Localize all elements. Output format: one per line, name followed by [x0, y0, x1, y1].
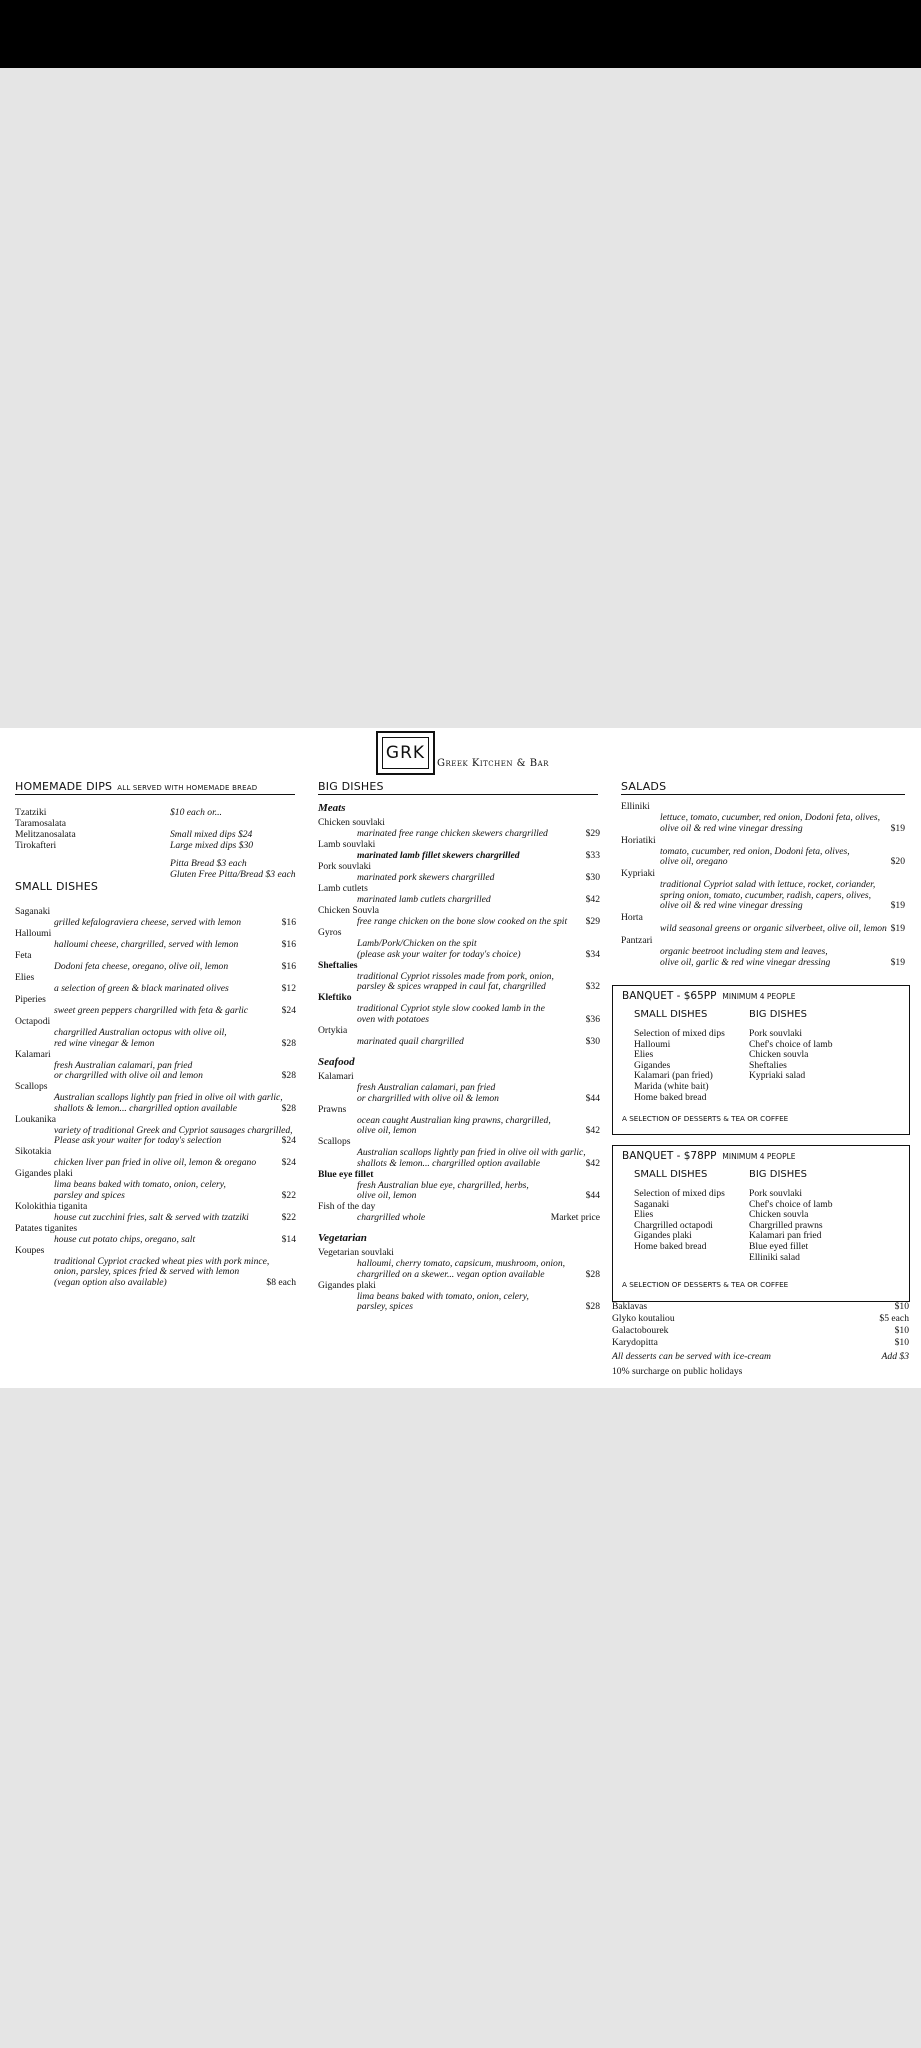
banquet-78-box — [612, 1145, 910, 1302]
dish-description: (please ask your waiter for today's choice) — [357, 948, 521, 960]
dish-description: wild seasonal greens or organic silverbeet, olive oil, lemon — [660, 923, 887, 934]
dish-name: Scallops — [15, 1081, 48, 1092]
dish-description: marinated lamb cutlets chargrilled — [357, 894, 491, 905]
dish-price: $30 — [585, 1035, 600, 1047]
dish-name: Sikotakia — [15, 1146, 52, 1157]
banquet-item: Pork souvlaki — [749, 1188, 803, 1199]
banquet-78-price: BANQUET - $78PP — [622, 1150, 717, 1162]
dish-price: $42 — [585, 894, 600, 905]
dish-description: variety of traditional Greek and Cypriot sausages chargrilled, — [54, 1124, 293, 1136]
dessert-name: Glyko koutaliou — [612, 1313, 675, 1324]
meats-heading: Meats — [318, 802, 346, 814]
dish-description: tomato, cucumber, red onion, Dodoni feta, olives, — [660, 845, 850, 857]
salads-rule — [621, 794, 905, 795]
dish-description: parsley & spices wrapped in caul fat, chargrilled — [357, 981, 546, 992]
dish-description: (vegan option also available) — [54, 1276, 167, 1288]
dish-description: onion, parsley, spices fried & served with lemon — [54, 1266, 240, 1277]
dish-name: Patates tiganites — [15, 1222, 78, 1234]
dish-name: Kypriaki — [621, 868, 656, 879]
dish-description: traditional Cypriot style slow cooked lamb in the — [357, 1003, 545, 1014]
dish-description: marinated pork skewers chargrilled — [357, 872, 495, 883]
icecream-price: Add $3 — [881, 1351, 909, 1362]
banquet-item: Saganaki — [634, 1198, 670, 1210]
dish-description: traditional Cypriot cracked wheat pies with pork mince, — [54, 1255, 270, 1267]
banquet-item: Selection of mixed dips — [634, 1028, 725, 1039]
dish-price: $19 — [890, 822, 905, 834]
dish-description: sweet green peppers chargrilled with feta & garlic — [54, 1005, 249, 1016]
dish-name: Horta — [621, 912, 643, 923]
dish-description: Australian scallops lightly pan fried in olive oil with garlic, — [54, 1092, 283, 1103]
dish-name: Pantzari — [621, 935, 653, 946]
dessert-name: Baklavas — [612, 1301, 648, 1312]
dish-description: traditional Cypriot salad with lettuce, rocket, coriander, — [660, 879, 876, 890]
dish-price: $29 — [585, 916, 600, 927]
dish-description: red wine vinegar & lemon — [54, 1037, 155, 1049]
banquet-65-footer: A SELECTION OF DESSERTS & TEA OR COFFEE — [622, 1114, 789, 1123]
dish-name: Halloumi — [15, 928, 52, 939]
dish-description: house cut potato chips, oregano, salt — [54, 1233, 196, 1245]
banquet-item: Chicken souvla — [749, 1049, 809, 1061]
dish-price: $32 — [585, 981, 600, 992]
dish-name: Gyros — [318, 927, 342, 938]
dip-item: Tirokafteri — [15, 840, 57, 851]
dish-price: $22 — [281, 1211, 296, 1223]
dish-name: Prawns — [318, 1103, 347, 1115]
dish-name: Elliniki — [621, 801, 650, 812]
dish-description: chicken liver pan fried in olive oil, lemon & oregano — [54, 1157, 257, 1168]
banquet-78-small-list — [634, 1189, 725, 1253]
dish-price: Market price — [550, 1212, 600, 1223]
dish-description: or chargrilled with olive oil & lemon — [357, 1092, 499, 1104]
banquet-item: Kypriaki salad — [749, 1070, 806, 1082]
dish-description: shallots & lemon... chargrilled option available — [54, 1102, 237, 1114]
banquet-item: Home baked bread — [634, 1240, 707, 1252]
banquet-item: Selection of mixed dips — [634, 1188, 725, 1199]
dish-name: Pork souvlaki — [318, 861, 372, 872]
dish-price: $34 — [585, 948, 600, 960]
dessert-price: $10 — [894, 1337, 909, 1348]
dish-price: $28 — [281, 1037, 296, 1049]
dish-price: $42 — [585, 1125, 600, 1136]
dish-description: parsley and spices — [54, 1189, 125, 1201]
dish-description: marinated lamb fillet skewers chargrilled — [357, 850, 520, 861]
banquet-item: Home baked bread — [634, 1091, 707, 1103]
dish-name: Loukanika — [15, 1113, 57, 1125]
dish-price: $16 — [281, 917, 296, 928]
dish-name: Kleftiko — [318, 992, 352, 1003]
dish-price: $42 — [585, 1157, 600, 1169]
dish-price: $28 — [281, 1102, 296, 1114]
dish-name: Kalamari — [15, 1048, 51, 1060]
dish-description: shallots & lemon... chargrilled option available — [357, 1157, 540, 1169]
banquet-65-box — [612, 985, 910, 1135]
dish-description: olive oil, oregano — [660, 856, 728, 867]
banquet-65-big-title: BIG DISHES — [749, 1009, 807, 1020]
menu-sheet — [0, 728, 921, 1388]
big-dishes-rule — [318, 794, 598, 795]
dish-name: Piperies — [15, 994, 46, 1005]
banquet-item: Chargrilled octapodi — [634, 1219, 713, 1231]
banquet-item: Sheftalies — [749, 1059, 787, 1071]
dish-name: Elies — [15, 972, 35, 983]
banquet-65-title — [622, 990, 796, 1002]
dish-name: Chicken Souvla — [318, 905, 380, 916]
dish-name: Saganaki — [15, 906, 51, 917]
banquet-65-price: BANQUET - $65PP — [622, 990, 717, 1002]
dish-description: house cut zucchini fries, salt & served with tzatziki — [54, 1211, 249, 1223]
banquet-65-small-list — [634, 1029, 725, 1103]
small-dishes-heading: SMALL DISHES — [15, 880, 99, 893]
dish-price: $8 each — [266, 1276, 296, 1288]
icecream-note: All desserts can be served with ice-cream — [612, 1351, 771, 1362]
banquet-item: Pork souvlaki — [749, 1028, 803, 1039]
dish-description: grilled kefalograviera cheese, served with lemon — [54, 917, 242, 928]
dish-description: halloumi cheese, chargrilled, served with lemon — [54, 939, 239, 950]
logo — [376, 731, 435, 775]
big-dishes-heading: BIG DISHES — [318, 780, 384, 793]
dish-price: $24 — [281, 1157, 296, 1168]
banquet-78-footer: A SELECTION OF DESSERTS & TEA OR COFFEE — [622, 1280, 789, 1289]
dessert-name: Karydopitta — [612, 1337, 658, 1348]
dish-price: $19 — [890, 923, 905, 934]
dish-description: parsley, spices — [357, 1301, 413, 1312]
dips-large-mixed: Large mixed dips $30 — [170, 840, 254, 851]
dish-price: $33 — [585, 850, 600, 861]
dish-description: marinated quail chargrilled — [357, 1035, 464, 1047]
dish-name: Koupes — [15, 1244, 45, 1256]
dish-name: Gigandes plaki — [318, 1279, 376, 1291]
dish-price: $36 — [585, 1013, 600, 1025]
dessert-price: $5 each — [879, 1313, 909, 1324]
dish-name: Kalamari — [318, 1071, 354, 1082]
dish-name: Feta — [15, 950, 32, 961]
dish-description: halloumi, cherry tomato, capsicum, mushroom, onion, — [357, 1258, 566, 1269]
banquet-65-small-title: SMALL DISHES — [634, 1009, 708, 1020]
banquet-item: Chargrilled prawns — [749, 1219, 823, 1231]
dish-description: Lamb/Pork/Chicken on the spit — [357, 938, 477, 949]
dish-price: $16 — [281, 961, 296, 972]
surcharge-note: 10% surcharge on public holidays — [612, 1366, 743, 1377]
dish-description: ocean caught Australian king prawns, chargrilled, — [357, 1114, 551, 1126]
dip-item: Taramosalata — [15, 818, 66, 829]
dish-price: $16 — [281, 939, 296, 950]
dish-price: $20 — [890, 856, 905, 867]
dish-description: fresh Australian blue eye, chargrilled, herbs, — [357, 1179, 529, 1191]
banquet-78-small-title: SMALL DISHES — [634, 1169, 708, 1180]
dish-price: $19 — [890, 956, 905, 968]
banquet-item: Chef's choice of lamb — [749, 1198, 833, 1210]
banquet-78-title — [622, 1150, 796, 1162]
dessert-price: $10 — [894, 1325, 909, 1336]
dips-title: HOMEMADE DIPS — [15, 780, 113, 793]
dish-price: $24 — [281, 1135, 296, 1146]
banquet-item: Elliniki salad — [749, 1251, 800, 1263]
dip-item: Melitzanosalata — [15, 829, 76, 840]
banquet-item: Elies — [634, 1209, 654, 1221]
dish-description: fresh Australian calamari, pan fried — [54, 1059, 193, 1071]
banquet-65-minimum: MINIMUM 4 PEOPLE — [722, 992, 796, 1001]
dish-price: $29 — [585, 828, 600, 839]
banquet-item: Elies — [634, 1049, 654, 1061]
dish-description: olive oil, garlic & red wine vinegar dressing — [660, 956, 831, 968]
banquet-78-big-list — [749, 1189, 833, 1263]
banquet-item: Chef's choice of lamb — [749, 1038, 833, 1050]
dish-description: a selection of green & black marinated olives — [54, 983, 229, 994]
dish-description: olive oil, lemon — [357, 1125, 417, 1136]
dish-name: Ortykia — [318, 1024, 348, 1036]
dish-price: $14 — [281, 1233, 296, 1245]
dish-description: chargrilled Australian octopus with olive oil, — [54, 1027, 227, 1038]
dish-name: Vegetarian souvlaki — [318, 1247, 394, 1258]
dish-price: $12 — [281, 983, 296, 994]
dish-description: Please ask your waiter for today's selection — [54, 1135, 222, 1146]
dips-small-mixed: Small mixed dips $24 — [170, 829, 253, 840]
dish-name: Fish of the day — [318, 1201, 376, 1212]
dish-description: spring onion, tomato, cucumber, radish, capers, olives, — [660, 889, 872, 901]
dips-pitta: Pitta Bread $3 each — [170, 858, 247, 869]
dish-price: $22 — [281, 1189, 296, 1201]
dish-name: Octapodi — [15, 1016, 51, 1027]
dish-price: $44 — [585, 1190, 600, 1201]
dips-gluten-free: Gluten Free Pitta/Bread $3 each — [170, 869, 296, 880]
dish-description: olive oil, lemon — [357, 1190, 417, 1201]
dish-description: organic beetroot including stem and leaves, — [660, 946, 828, 957]
dips-rule — [15, 794, 295, 795]
dessert-name: Galactobourek — [612, 1325, 669, 1336]
dish-price: $44 — [585, 1092, 600, 1104]
banquet-item: Gigandes — [634, 1059, 671, 1071]
dish-name: Lamb souvlaki — [318, 839, 376, 850]
dish-name: Chicken souvlaki — [318, 817, 385, 828]
dish-name: Blue eye fillet — [318, 1168, 374, 1180]
dish-description: fresh Australian calamari, pan fried — [357, 1082, 496, 1093]
dips-price-note: $10 each or... — [170, 807, 222, 818]
dish-price: $28 — [585, 1301, 600, 1312]
dish-price: $28 — [281, 1070, 296, 1081]
dish-price: $19 — [890, 900, 905, 911]
banquet-item: Marida (white bait) — [634, 1080, 709, 1092]
banquet-65-big-list — [749, 1029, 833, 1082]
banquet-78-big-title: BIG DISHES — [749, 1169, 807, 1180]
dish-name: Kolokithia tiganita — [15, 1200, 88, 1212]
dish-description: marinated free range chicken skewers chargrilled — [357, 828, 548, 839]
banquet-item: Blue eyed fillet — [749, 1240, 809, 1252]
dish-description: Dodoni feta cheese, oregano, olive oil, lemon — [54, 961, 229, 972]
dish-description: oven with potatoes — [357, 1013, 429, 1025]
dish-description: lettuce, tomato, cucumber, red onion, Dodoni feta, olives, — [660, 812, 880, 823]
logo-name: Greek Kitchen & Bar — [437, 758, 549, 769]
dish-description: free range chicken on the bone slow cooked on the spit — [357, 916, 568, 927]
dish-name: Horiatiki — [621, 834, 656, 846]
dips-subtitle: ALL SERVED WITH HOMEMADE BREAD — [117, 784, 258, 792]
dessert-price: $10 — [894, 1301, 909, 1312]
dish-description: lima beans baked with tomato, onion, celery, — [54, 1179, 226, 1190]
dish-description: chargrilled on a skewer... vegan option available — [357, 1268, 545, 1280]
dip-item: Tzatziki — [15, 807, 47, 818]
vegetarian-heading: Vegetarian — [318, 1232, 367, 1244]
logo-mark: GRK — [382, 737, 429, 769]
salads-heading: SALADS — [621, 780, 667, 793]
dish-price: $28 — [585, 1268, 600, 1280]
dish-description: olive oil & red wine vinegar dressing — [660, 900, 803, 911]
dish-name: Scallops — [318, 1136, 351, 1147]
dish-price: $30 — [585, 872, 600, 883]
dish-name: Gigandes plaki — [15, 1168, 73, 1179]
dish-description: Australian scallops lightly pan fried in olive oil with garlic, — [357, 1147, 586, 1158]
top-black-bar — [0, 0, 921, 68]
banquet-item: Gigandes plaki — [634, 1230, 692, 1242]
banquet-78-minimum: MINIMUM 4 PEOPLE — [722, 1152, 796, 1161]
banquet-item: Kalamari (pan fried) — [634, 1070, 713, 1082]
dish-description: olive oil & red wine vinegar dressing — [660, 822, 803, 834]
banquet-item: Kalamari pan fried — [749, 1230, 822, 1242]
dish-name: Lamb cutlets — [318, 883, 368, 894]
dish-description: lima beans baked with tomato, onion, celery, — [357, 1290, 529, 1302]
dish-description: chargrilled whole — [357, 1212, 426, 1223]
dish-description: or chargrilled with olive oil and lemon — [54, 1070, 203, 1081]
dish-description: traditional Cypriot rissoles made from pork, onion, — [357, 970, 554, 982]
dips-heading — [15, 780, 257, 793]
banquet-item: Chicken souvla — [749, 1209, 809, 1221]
seafood-heading: Seafood — [318, 1056, 355, 1068]
banquet-item: Halloumi — [634, 1038, 671, 1050]
dish-name: Sheftalies — [318, 959, 358, 971]
dish-price: $24 — [281, 1005, 296, 1016]
